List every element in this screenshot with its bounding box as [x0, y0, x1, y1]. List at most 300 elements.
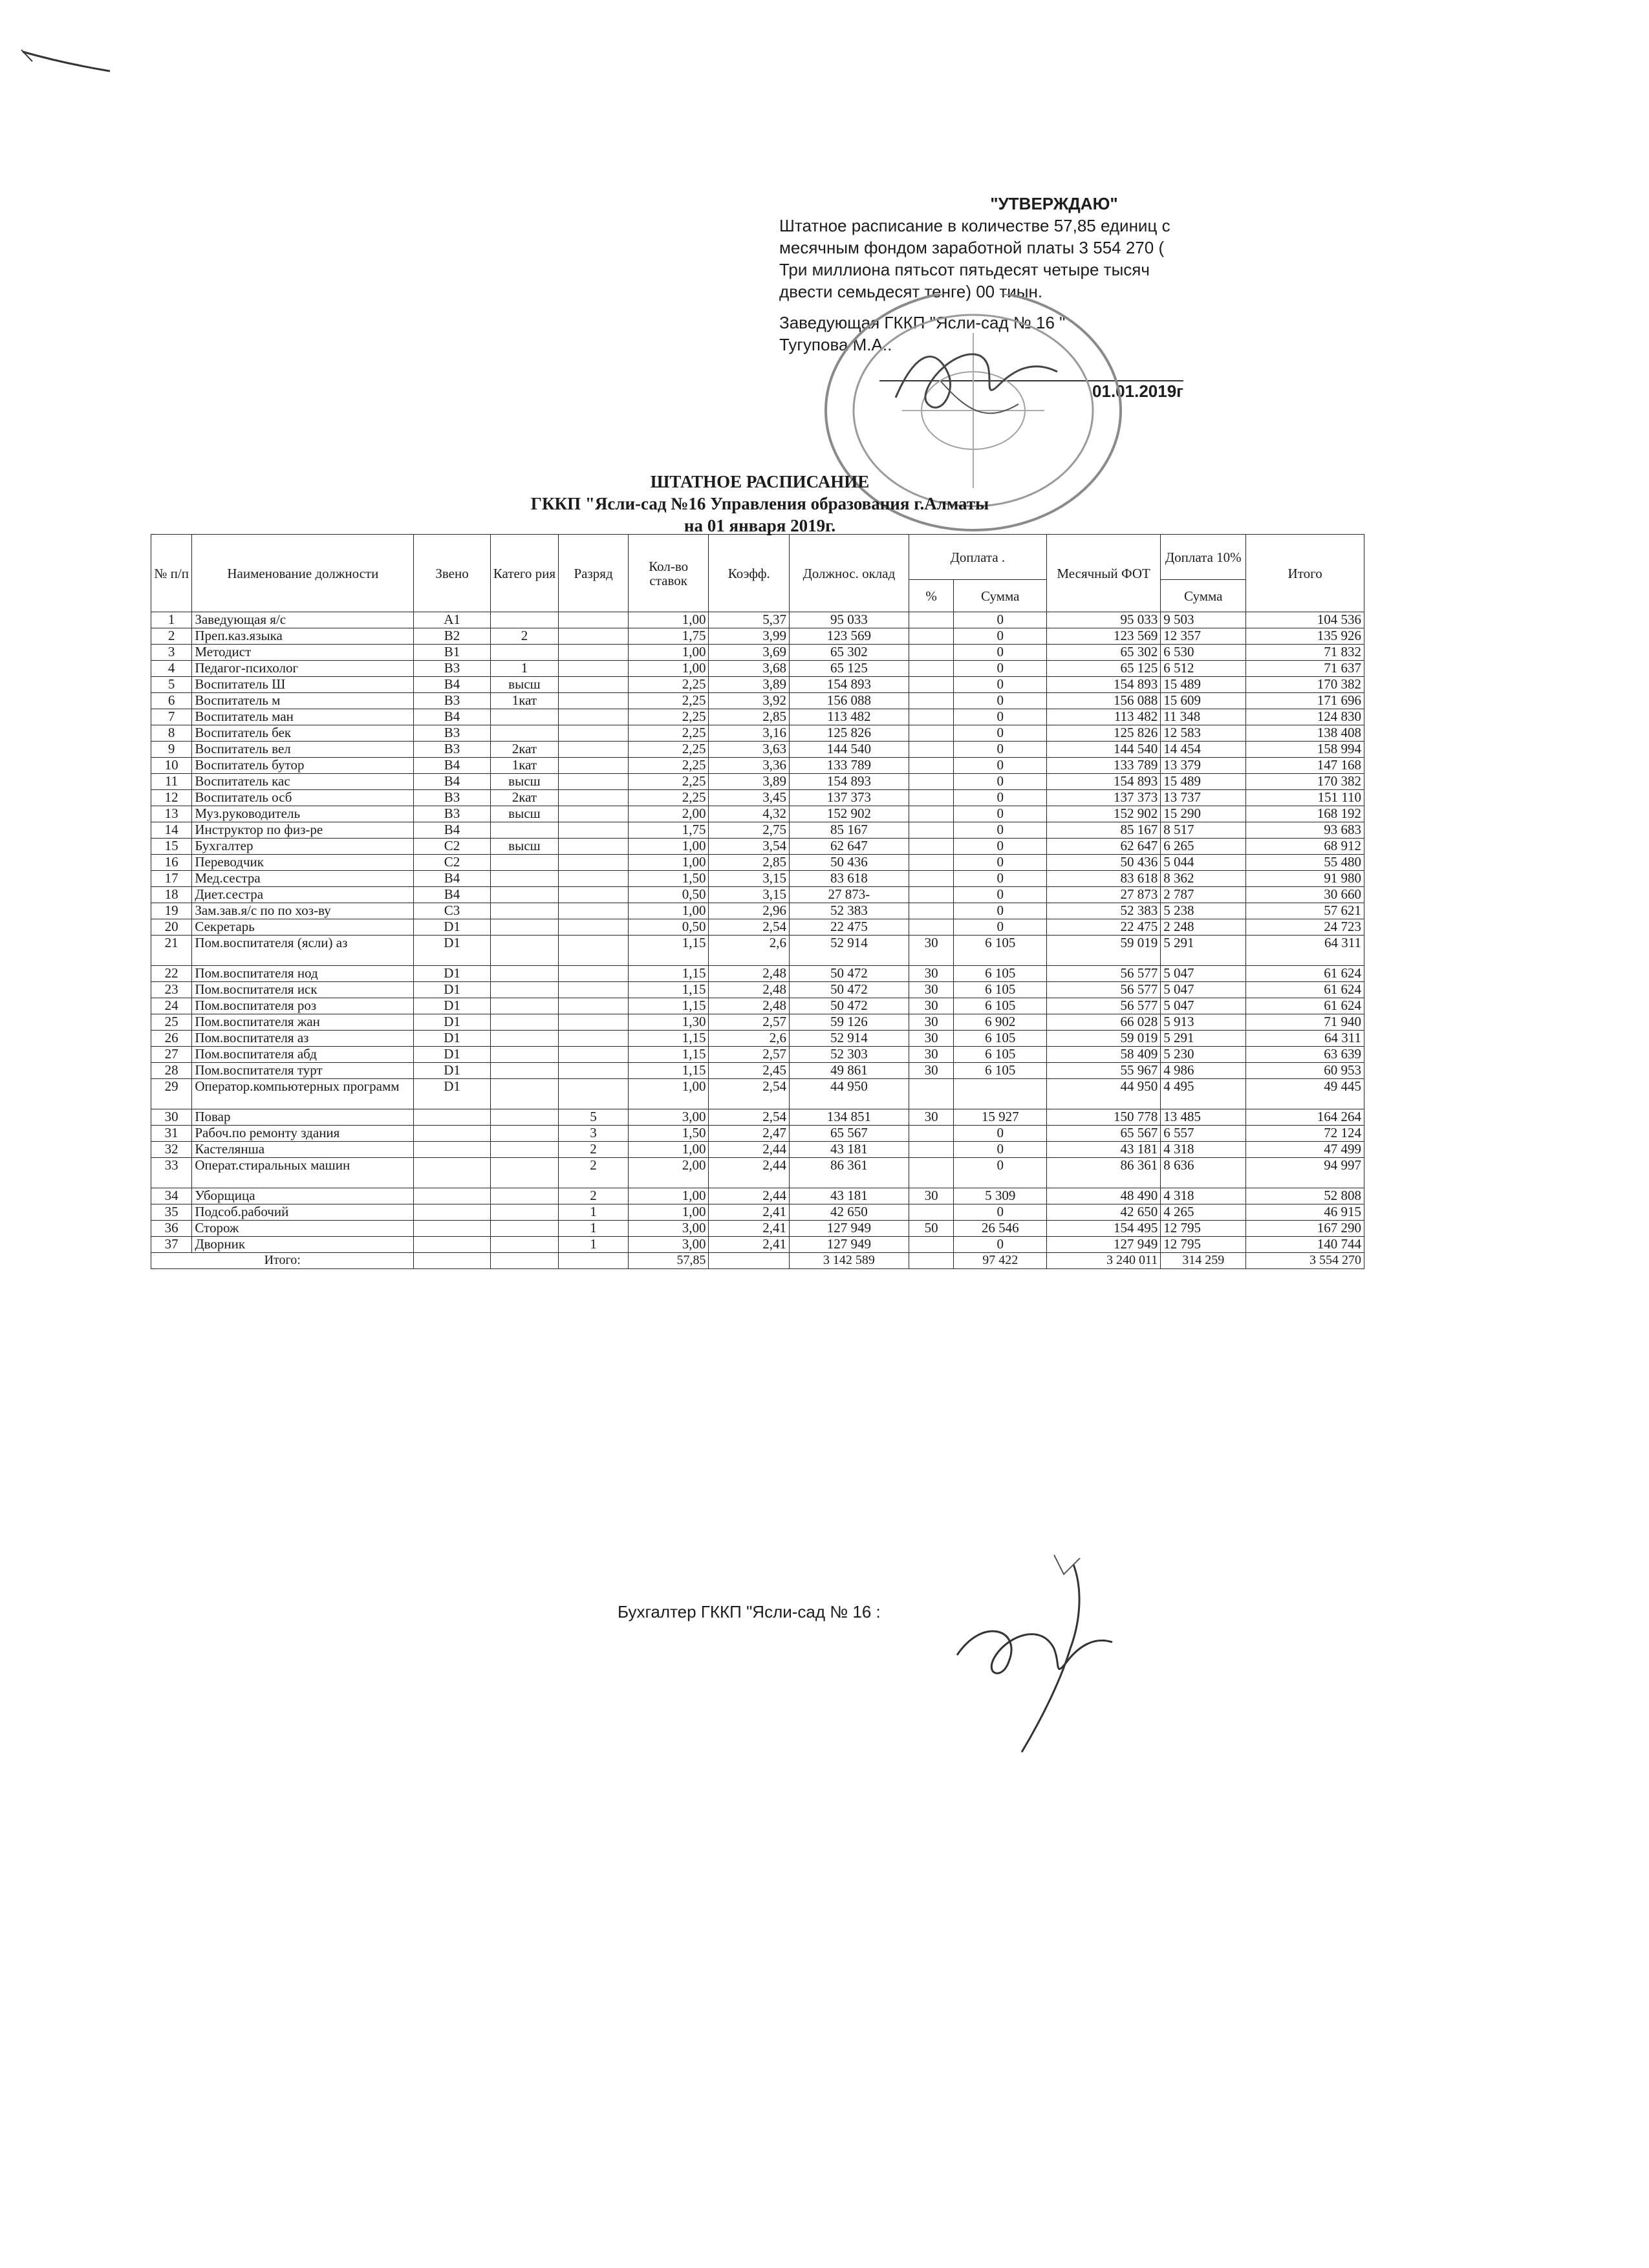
row-razryad	[559, 855, 629, 871]
table-row	[151, 1047, 1364, 1063]
row-oklad: 65 125	[790, 661, 909, 677]
row-name: Кастелянша	[192, 1142, 414, 1158]
header-razryad: Разряд	[559, 535, 629, 612]
row-doplata10: 15 290	[1161, 806, 1246, 822]
row-fot: 144 540	[1047, 742, 1161, 758]
row-zveno: С3	[414, 903, 490, 919]
row-stavok: 2,25	[628, 758, 709, 774]
row-stavok: 1,15	[628, 982, 709, 998]
table-row	[151, 693, 1364, 709]
row-summa: 0	[954, 887, 1047, 903]
table-row	[151, 936, 1364, 966]
header-itogo: Итого	[1246, 535, 1364, 612]
row-zveno: С2	[414, 839, 490, 855]
row-zveno	[414, 1204, 490, 1221]
header-category: Катего рия	[490, 535, 559, 612]
row-percent	[909, 790, 954, 806]
row-koeff: 3,15	[709, 887, 790, 903]
row-razryad	[559, 903, 629, 919]
row-percent: 30	[909, 998, 954, 1014]
row-fot: 156 088	[1047, 693, 1161, 709]
row-summa: 0	[954, 725, 1047, 742]
row-category	[490, 1126, 559, 1142]
row-koeff: 4,32	[709, 806, 790, 822]
row-name: Муз.руководитель	[192, 806, 414, 822]
row-doplata10: 6 530	[1161, 645, 1246, 661]
row-fot: 55 967	[1047, 1063, 1161, 1079]
row-oklad: 137 373	[790, 790, 909, 806]
table-row	[151, 1204, 1364, 1221]
row-percent	[909, 628, 954, 645]
row-itogo: 61 624	[1246, 982, 1364, 998]
row-stavok: 1,00	[628, 1142, 709, 1158]
row-category: высш	[490, 806, 559, 822]
table-row	[151, 742, 1364, 758]
row-fot: 56 577	[1047, 982, 1161, 998]
row-stavok: 0,50	[628, 887, 709, 903]
row-num: 15	[151, 839, 192, 855]
row-oklad: 127 949	[790, 1221, 909, 1237]
row-num: 7	[151, 709, 192, 725]
row-num: 29	[151, 1079, 192, 1109]
row-koeff: 2,48	[709, 966, 790, 982]
row-zveno: В4	[414, 709, 490, 725]
row-stavok: 3,00	[628, 1237, 709, 1253]
row-razryad	[559, 919, 629, 936]
row-category	[490, 966, 559, 982]
row-stavok: 1,15	[628, 1063, 709, 1079]
row-koeff: 2,41	[709, 1221, 790, 1237]
row-num: 37	[151, 1237, 192, 1253]
table-row	[151, 661, 1364, 677]
table-row	[151, 806, 1364, 822]
row-category: 2кат	[490, 742, 559, 758]
row-name: Уборщица	[192, 1188, 414, 1204]
row-doplata10: 15 489	[1161, 677, 1246, 693]
row-percent: 30	[909, 1109, 954, 1126]
row-zveno: D1	[414, 1079, 490, 1109]
row-itogo: 52 808	[1246, 1188, 1364, 1204]
row-zveno: D1	[414, 998, 490, 1014]
row-oklad: 44 950	[790, 1079, 909, 1109]
row-oklad: 50 472	[790, 998, 909, 1014]
row-koeff: 2,41	[709, 1204, 790, 1221]
row-razryad	[559, 758, 629, 774]
row-doplata10: 13 737	[1161, 790, 1246, 806]
row-oklad: 127 949	[790, 1237, 909, 1253]
table-row	[151, 1014, 1364, 1031]
row-stavok: 1,15	[628, 998, 709, 1014]
row-summa: 0	[954, 628, 1047, 645]
row-percent	[909, 903, 954, 919]
row-razryad	[559, 822, 629, 839]
row-name: Воспитатель осб	[192, 790, 414, 806]
row-razryad	[559, 742, 629, 758]
row-itogo: 140 744	[1246, 1237, 1364, 1253]
row-stavok: 1,00	[628, 1188, 709, 1204]
row-name: Диет.сестра	[192, 887, 414, 903]
row-zveno: В3	[414, 790, 490, 806]
row-fot: 113 482	[1047, 709, 1161, 725]
row-doplata10: 8 517	[1161, 822, 1246, 839]
row-name: Пом.воспитателя нод	[192, 966, 414, 982]
row-summa: 0	[954, 919, 1047, 936]
row-oklad: 85 167	[790, 822, 909, 839]
row-oklad: 52 383	[790, 903, 909, 919]
row-summa: 0	[954, 839, 1047, 855]
row-fot: 154 893	[1047, 677, 1161, 693]
row-num: 27	[151, 1047, 192, 1063]
row-fot: 133 789	[1047, 758, 1161, 774]
table-row	[151, 839, 1364, 855]
row-percent	[909, 645, 954, 661]
row-fot: 52 383	[1047, 903, 1161, 919]
row-doplata10: 5 047	[1161, 998, 1246, 1014]
row-summa: 0	[954, 661, 1047, 677]
row-summa: 0	[954, 1204, 1047, 1221]
row-oklad: 49 861	[790, 1063, 909, 1079]
row-category	[490, 1142, 559, 1158]
row-summa: 0	[954, 758, 1047, 774]
row-fot: 65 125	[1047, 661, 1161, 677]
row-doplata10: 13 379	[1161, 758, 1246, 774]
row-itogo: 158 994	[1246, 742, 1364, 758]
row-name: Преп.каз.языка	[192, 628, 414, 645]
row-koeff: 2,57	[709, 1014, 790, 1031]
table-row	[151, 998, 1364, 1014]
header-zveno: Звено	[414, 535, 490, 612]
row-koeff: 3,16	[709, 725, 790, 742]
row-summa: 0	[954, 709, 1047, 725]
row-summa: 0	[954, 871, 1047, 887]
row-fot: 48 490	[1047, 1188, 1161, 1204]
row-summa: 6 105	[954, 1063, 1047, 1079]
row-razryad: 2	[559, 1158, 629, 1188]
row-fot: 62 647	[1047, 839, 1161, 855]
row-zveno: С2	[414, 855, 490, 871]
row-koeff: 2,6	[709, 936, 790, 966]
row-name: Воспитатель вел	[192, 742, 414, 758]
row-doplata10: 5 047	[1161, 982, 1246, 998]
row-doplata10: 14 454	[1161, 742, 1246, 758]
row-doplata10: 5 291	[1161, 936, 1246, 966]
row-category	[490, 998, 559, 1014]
row-itogo: 91 980	[1246, 871, 1364, 887]
row-percent	[909, 1079, 954, 1109]
table-row	[151, 1221, 1364, 1237]
row-num: 24	[151, 998, 192, 1014]
row-doplata10: 4 318	[1161, 1188, 1246, 1204]
row-itogo: 171 696	[1246, 693, 1364, 709]
row-razryad	[559, 790, 629, 806]
row-fot: 137 373	[1047, 790, 1161, 806]
row-summa: 0	[954, 806, 1047, 822]
row-doplata10: 6 265	[1161, 839, 1246, 855]
row-fot: 65 567	[1047, 1126, 1161, 1142]
row-category: высш	[490, 774, 559, 790]
row-doplata10: 9 503	[1161, 612, 1246, 628]
row-koeff: 3,15	[709, 871, 790, 887]
row-percent: 30	[909, 982, 954, 998]
table-body	[151, 612, 1364, 1269]
row-razryad: 1	[559, 1237, 629, 1253]
row-fot: 58 409	[1047, 1047, 1161, 1063]
totals-itogo: 3 554 270	[1246, 1253, 1364, 1269]
totals-row	[151, 1253, 1364, 1269]
row-name: Воспитатель бек	[192, 725, 414, 742]
row-oklad: 50 472	[790, 982, 909, 998]
row-koeff: 2,47	[709, 1126, 790, 1142]
row-razryad	[559, 936, 629, 966]
row-fot: 150 778	[1047, 1109, 1161, 1126]
row-stavok: 1,30	[628, 1014, 709, 1031]
row-summa: 6 105	[954, 936, 1047, 966]
row-percent	[909, 758, 954, 774]
row-category: 1	[490, 661, 559, 677]
row-koeff: 3,89	[709, 774, 790, 790]
row-stavok: 1,00	[628, 645, 709, 661]
row-percent	[909, 774, 954, 790]
row-itogo: 147 168	[1246, 758, 1364, 774]
row-category	[490, 725, 559, 742]
header-name: Наименование должности	[192, 535, 414, 612]
row-oklad: 27 873-	[790, 887, 909, 903]
row-oklad: 154 893	[790, 677, 909, 693]
row-category: 1кат	[490, 693, 559, 709]
row-zveno: D1	[414, 982, 490, 998]
totals-empty	[414, 1253, 490, 1269]
row-name: Мед.сестра	[192, 871, 414, 887]
row-zveno: D1	[414, 1014, 490, 1031]
row-zveno: А1	[414, 612, 490, 628]
document-title	[388, 471, 1132, 537]
row-koeff: 2,44	[709, 1158, 790, 1188]
row-doplata10: 13 485	[1161, 1109, 1246, 1126]
row-doplata10: 12 583	[1161, 725, 1246, 742]
row-doplata10: 6 512	[1161, 661, 1246, 677]
row-summa: 0	[954, 1158, 1047, 1188]
row-percent	[909, 693, 954, 709]
row-name: Воспитатель кас	[192, 774, 414, 790]
row-koeff: 2,57	[709, 1047, 790, 1063]
row-koeff: 2,75	[709, 822, 790, 839]
row-fot: 56 577	[1047, 966, 1161, 982]
row-percent	[909, 822, 954, 839]
table-row	[151, 855, 1364, 871]
row-koeff: 3,89	[709, 677, 790, 693]
row-itogo: 30 660	[1246, 887, 1364, 903]
row-num: 19	[151, 903, 192, 919]
row-zveno: В3	[414, 661, 490, 677]
header-summa10: Сумма	[1161, 580, 1246, 612]
row-summa: 0	[954, 693, 1047, 709]
table-row	[151, 1126, 1364, 1142]
row-doplata10: 4 495	[1161, 1079, 1246, 1109]
row-percent: 30	[909, 1014, 954, 1031]
row-oklad: 50 472	[790, 966, 909, 982]
row-doplata10: 2 248	[1161, 919, 1246, 936]
row-category: 1кат	[490, 758, 559, 774]
row-num: 12	[151, 790, 192, 806]
row-fot: 154 893	[1047, 774, 1161, 790]
row-razryad: 3	[559, 1126, 629, 1142]
row-num: 13	[151, 806, 192, 822]
row-category	[490, 612, 559, 628]
row-num: 31	[151, 1126, 192, 1142]
row-zveno: D1	[414, 966, 490, 982]
row-summa: 6 105	[954, 982, 1047, 998]
row-razryad	[559, 661, 629, 677]
row-summa: 0	[954, 1237, 1047, 1253]
row-koeff: 2,44	[709, 1188, 790, 1204]
row-percent: 30	[909, 1047, 954, 1063]
row-oklad: 42 650	[790, 1204, 909, 1221]
row-razryad	[559, 677, 629, 693]
row-zveno: D1	[414, 1031, 490, 1047]
table-row	[151, 709, 1364, 725]
row-stavok: 1,15	[628, 1031, 709, 1047]
row-category	[490, 936, 559, 966]
row-summa: 15 927	[954, 1109, 1047, 1126]
table-row	[151, 919, 1364, 936]
row-itogo: 71 637	[1246, 661, 1364, 677]
row-doplata10: 5 047	[1161, 966, 1246, 982]
row-name: Воспитатель м	[192, 693, 414, 709]
row-doplata10: 12 357	[1161, 628, 1246, 645]
row-name: Пом.воспитателя роз	[192, 998, 414, 1014]
row-itogo: 168 192	[1246, 806, 1364, 822]
row-zveno	[414, 1126, 490, 1142]
row-fot: 125 826	[1047, 725, 1161, 742]
row-zveno: В2	[414, 628, 490, 645]
row-num: 36	[151, 1221, 192, 1237]
row-category	[490, 1237, 559, 1253]
row-category	[490, 1014, 559, 1031]
row-razryad	[559, 1031, 629, 1047]
row-category: 2кат	[490, 790, 559, 806]
row-fot: 59 019	[1047, 1031, 1161, 1047]
row-stavok: 1,00	[628, 903, 709, 919]
row-percent	[909, 1158, 954, 1188]
row-category	[490, 1079, 559, 1109]
row-name: Операт.стиральных машин	[192, 1158, 414, 1188]
table-row	[151, 822, 1364, 839]
row-summa: 6 105	[954, 966, 1047, 982]
row-itogo: 24 723	[1246, 919, 1364, 936]
row-name: Дворник	[192, 1237, 414, 1253]
row-koeff: 3,54	[709, 839, 790, 855]
table-row	[151, 966, 1364, 982]
row-itogo: 55 480	[1246, 855, 1364, 871]
row-name: Оператор.компьютерных программ	[192, 1079, 414, 1109]
row-num: 6	[151, 693, 192, 709]
row-name: Подсоб.рабочий	[192, 1204, 414, 1221]
row-name: Методист	[192, 645, 414, 661]
table-row	[151, 1158, 1364, 1188]
row-zveno	[414, 1142, 490, 1158]
accountant-signature	[944, 1552, 1145, 1759]
row-doplata10: 15 609	[1161, 693, 1246, 709]
row-summa: 0	[954, 1142, 1047, 1158]
row-percent	[909, 806, 954, 822]
row-doplata10: 4 318	[1161, 1142, 1246, 1158]
row-doplata10: 5 044	[1161, 855, 1246, 871]
row-stavok: 0,50	[628, 919, 709, 936]
row-oklad: 134 851	[790, 1109, 909, 1126]
row-num: 26	[151, 1031, 192, 1047]
row-fot: 50 436	[1047, 855, 1161, 871]
row-num: 32	[151, 1142, 192, 1158]
row-koeff: 2,85	[709, 855, 790, 871]
row-percent	[909, 1142, 954, 1158]
row-oklad: 52 914	[790, 936, 909, 966]
row-itogo: 49 445	[1246, 1079, 1364, 1109]
row-fot: 154 495	[1047, 1221, 1161, 1237]
row-num: 18	[151, 887, 192, 903]
row-num: 3	[151, 645, 192, 661]
row-stavok: 1,50	[628, 871, 709, 887]
row-itogo: 71 832	[1246, 645, 1364, 661]
row-itogo: 68 912	[1246, 839, 1364, 855]
row-num: 33	[151, 1158, 192, 1188]
row-zveno: В4	[414, 758, 490, 774]
table-row	[151, 725, 1364, 742]
row-percent	[909, 919, 954, 936]
row-doplata10: 5 913	[1161, 1014, 1246, 1031]
row-koeff: 3,45	[709, 790, 790, 806]
row-summa: 0	[954, 790, 1047, 806]
row-koeff: 5,37	[709, 612, 790, 628]
row-percent	[909, 1126, 954, 1142]
row-num: 5	[151, 677, 192, 693]
row-razryad	[559, 1014, 629, 1031]
staffing-table	[151, 534, 1364, 1269]
row-itogo: 57 621	[1246, 903, 1364, 919]
row-summa: 0	[954, 822, 1047, 839]
row-num: 4	[151, 661, 192, 677]
row-percent	[909, 742, 954, 758]
totals-fot: 3 240 011	[1047, 1253, 1161, 1269]
row-summa: 0	[954, 612, 1047, 628]
row-fot: 22 475	[1047, 919, 1161, 936]
row-razryad	[559, 1047, 629, 1063]
row-num: 9	[151, 742, 192, 758]
row-category	[490, 1188, 559, 1204]
row-category	[490, 1204, 559, 1221]
row-koeff: 2,54	[709, 1079, 790, 1109]
row-summa: 0	[954, 855, 1047, 871]
title-line-1: ШТАТНОЕ РАСПИСАНИЕ	[650, 472, 870, 491]
row-itogo: 135 926	[1246, 628, 1364, 645]
row-category	[490, 1158, 559, 1188]
row-percent	[909, 871, 954, 887]
row-category	[490, 982, 559, 998]
row-itogo: 61 624	[1246, 966, 1364, 982]
row-category: высш	[490, 677, 559, 693]
approval-director: Заведующая ГККП "Ясли-сад № 16 "	[779, 313, 1066, 332]
row-razryad	[559, 966, 629, 982]
row-name: Пом.воспитателя турт	[192, 1063, 414, 1079]
row-zveno: D1	[414, 1047, 490, 1063]
row-category	[490, 855, 559, 871]
approval-heading: "УТВЕРЖДАЮ"	[990, 194, 1118, 213]
row-summa: 5 309	[954, 1188, 1047, 1204]
totals-empty	[490, 1253, 559, 1269]
header-num: № п/п	[151, 535, 192, 612]
table-row	[151, 1142, 1364, 1158]
row-razryad: 2	[559, 1142, 629, 1158]
totals-empty	[559, 1253, 629, 1269]
